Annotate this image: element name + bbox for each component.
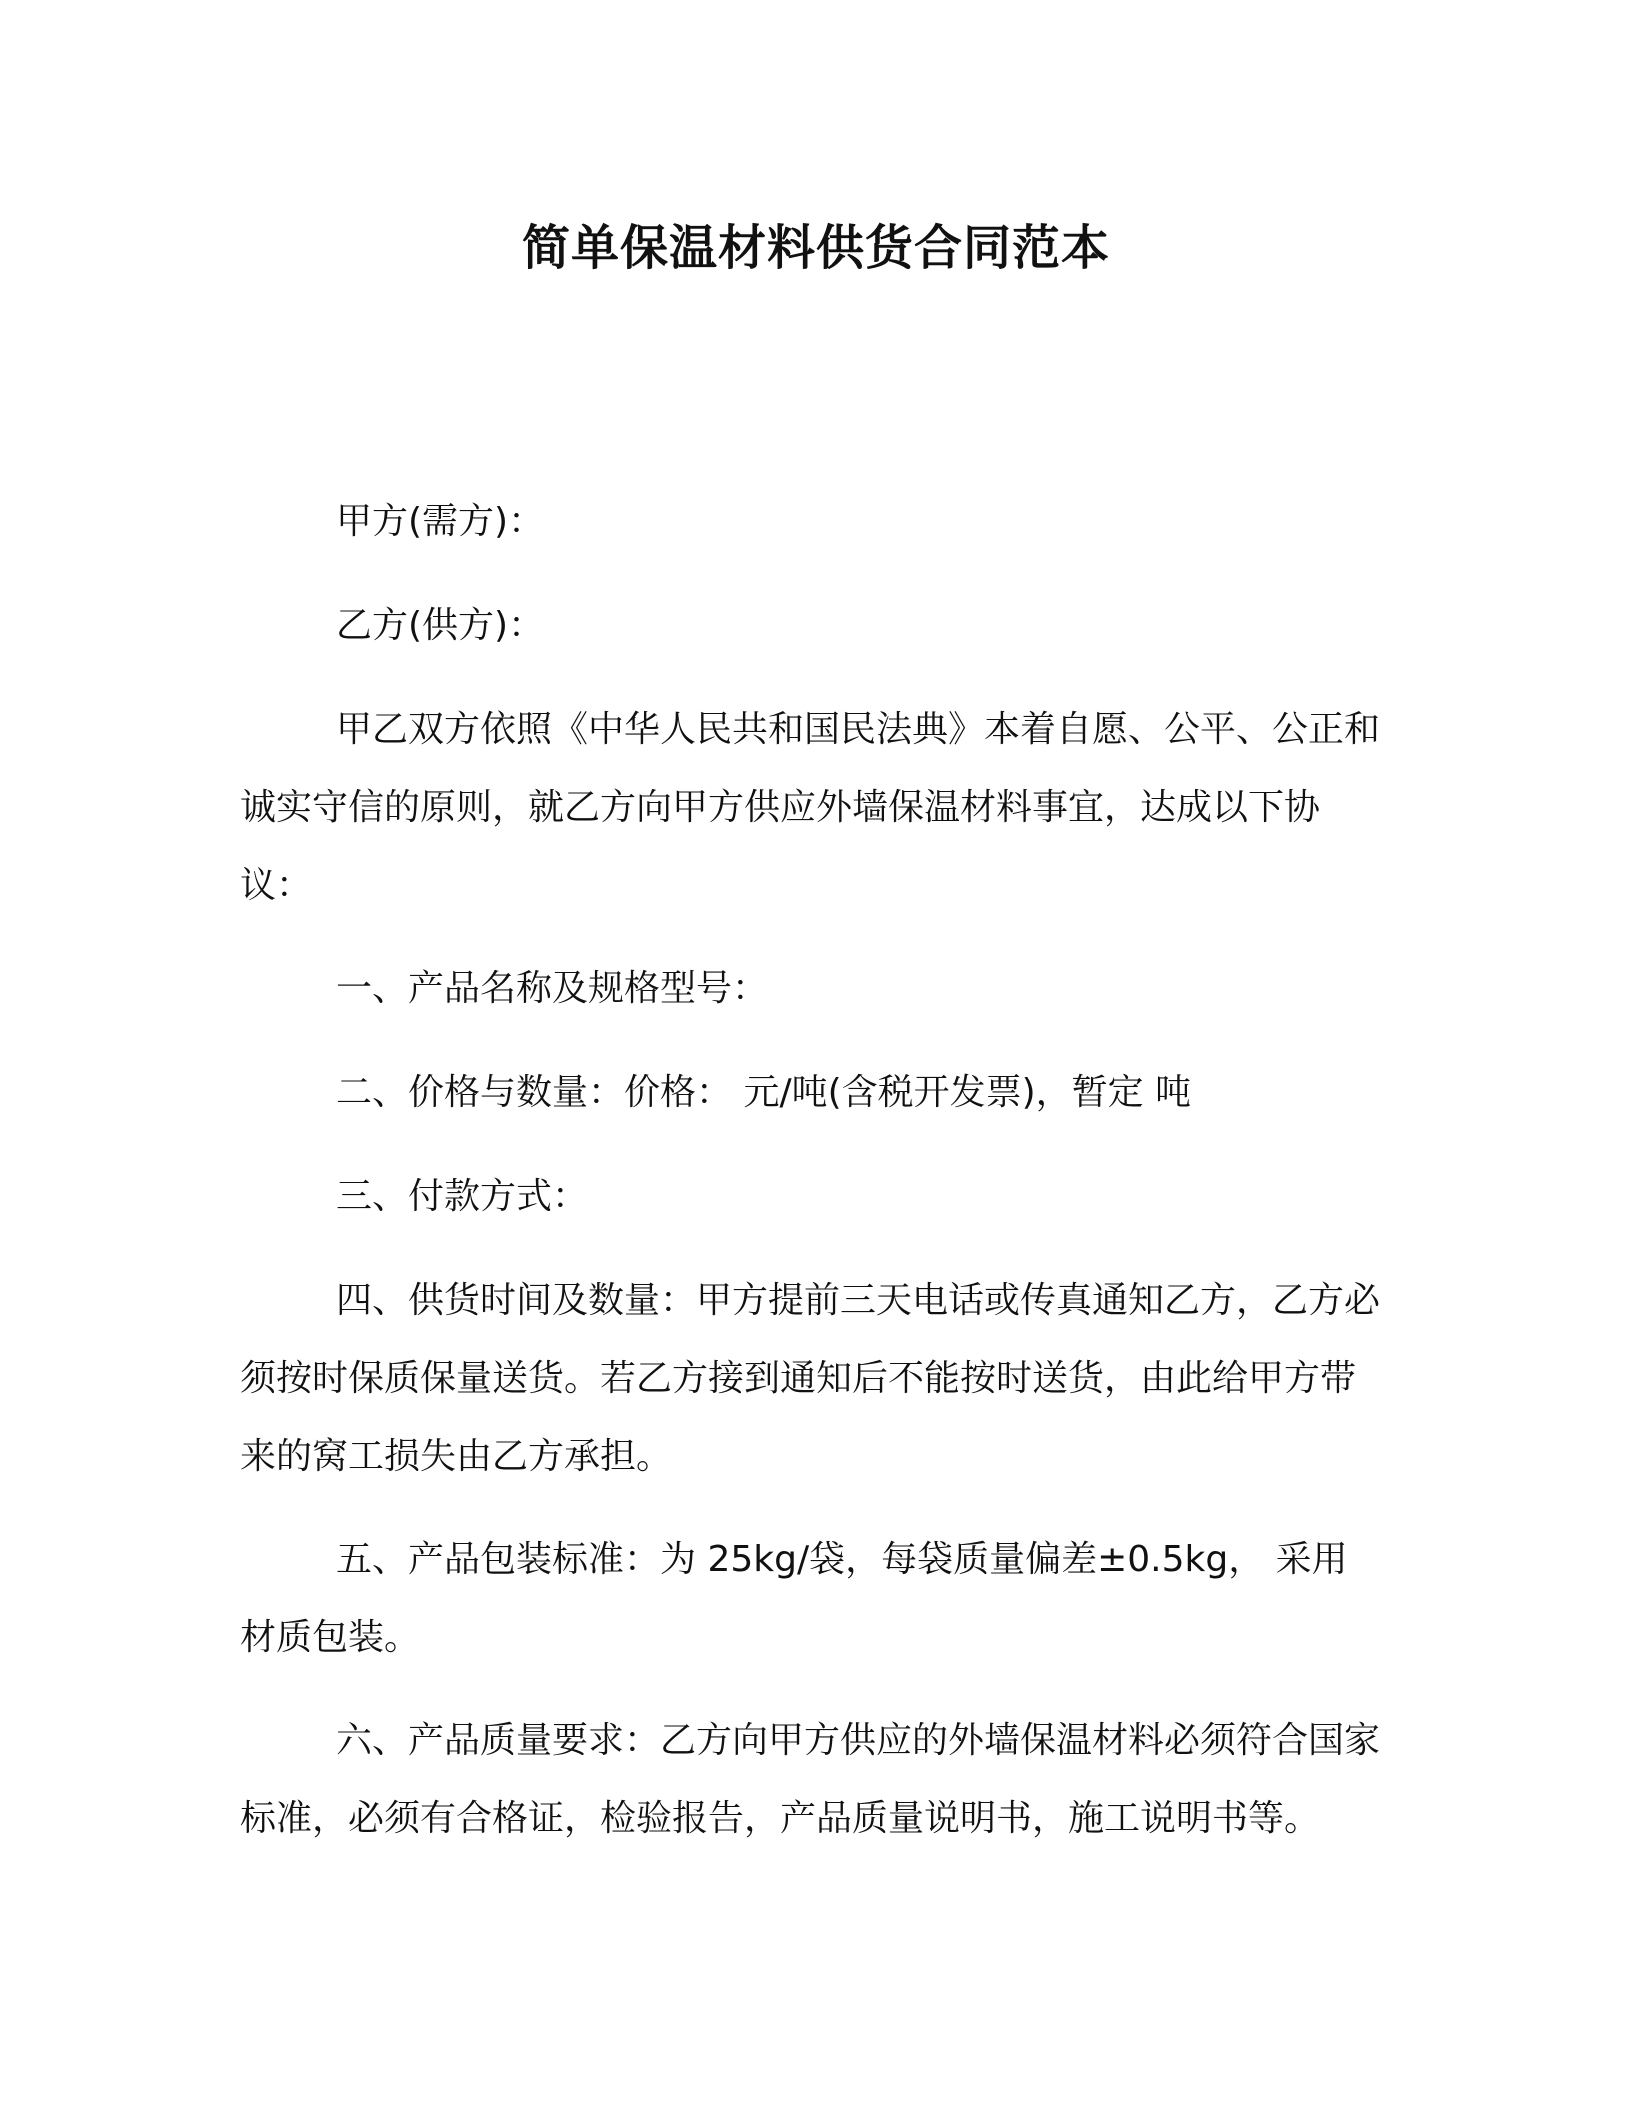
- clause-quality-requirements: 六、产品质量要求：乙方向甲方供应的外墙保温材料必须符合国家标准，必须有合格证，检验报告，产品质量说明书，施工说明书等。: [240, 1720, 1381, 1839]
- party-a-line: 甲方(需方)：: [336, 501, 545, 542]
- party-b-line: 乙方(供方)：: [336, 605, 545, 646]
- clause-payment-method: 三、付款方式：: [336, 1176, 589, 1217]
- clause-packaging-standard: 五、产品包装标准：为 25kg/袋，每袋质量偏差±0.5kg， 采用材质包装。: [240, 1539, 1348, 1658]
- clause-product-name: 一、产品名称及规格型号：: [336, 968, 769, 1009]
- intro-paragraph: 甲乙双方依照《中华人民共和国民法典》本着自愿、公平、公正和诚实守信的原则，就乙方向甲方供应外墙保温材料事宜，达成以下协议：: [240, 709, 1381, 906]
- clause-delivery-time: 四、供货时间及数量：甲方提前三天电话或传真通知乙方，乙方必须按时保质保量送货。若乙方接到通知后不能按时送货，由此给甲方带来的窝工损失由乙方承担。: [240, 1280, 1381, 1477]
- clause-price-quantity: 二、价格与数量：价格： 元/吨(含税开发票)，暂定 吨: [336, 1072, 1192, 1113]
- document-title: 简单保温材料供货合同范本: [521, 220, 1110, 276]
